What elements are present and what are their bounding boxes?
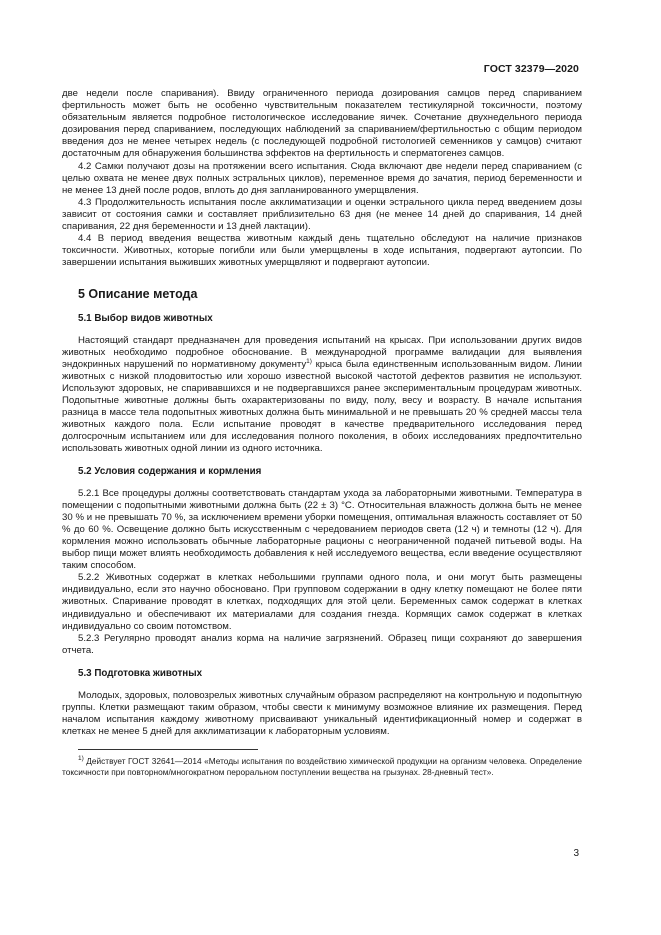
paragraph-5-2-3: 5.2.3 Регулярно проводят анализ корма на наличие загрязнений. Образец пищи сохраняют до завершения отчета.	[62, 632, 582, 656]
paragraph-5-2-2: 5.2.2 Животных содержат в клетках небольшими группами одного пола, и они могут быть размещены индивидуально, если это научно обосновано. При групповом содержании в одну клетку помещают не более пяти животных. Спаривание проводят в клетках, подходящих для этой цели. Беременных самок содержат в клетках индивидуально и обеспечивают их материалами для создания гнезда. Кормящих самок содержат в клетках индивидуально со своим потомством.	[62, 572, 582, 632]
paragraph-4-2: 4.2 Самки получают дозы на протяжении всего испытания. Сюда включают две недели перед спариванием (с целью охвата не менее двух полных эстральных циклов), переменное время до зачатия, период беременности и не менее 13 дней после родов, вплоть до дня запланированного умерщвления.	[62, 160, 582, 196]
paragraph-5-1	[62, 335, 582, 456]
section-5-2-heading: 5.2 Условия содержания и кормления	[78, 465, 262, 477]
paragraph-4-4: 4.4 В период введения вещества животным каждый день тщательно обследуют на наличие признаков токсичности. Животных, которые погибли или были умерщвлены в ходе испытания, подвергают аутопсии. По завершении испытания выживших животных умерщвляют и подвергают аутопсии.	[62, 233, 582, 269]
section-5-1-heading: 5.1 Выбор видов животных	[78, 312, 213, 324]
paragraph-5-1-text-b: крыса была единственным использованным видом. Линии животных с низкой плодовитостью или хорошо известной высокой частотой дефектов развития не используют. Используют здоровых, не спаривавшихся и не подвергавшихся ранее экспериментальным процедурам животных. Подопытные животные должны быть охарактеризованы по виду, полу, весу и возрасту. В начале испытания разница в массе тела подопытных животных должна быть минимальной и не превышать 20 % средней массы тела животных каждого пола. Если испытание проводят в качестве предварительного исследования перед долгосрочным испытанием или для исследования полного поколения, в обоих исследованиях предпочтительно использовать животных одной линии из одного источника.	[62, 358, 582, 455]
section-5-3-heading: 5.3 Подготовка животных	[78, 667, 203, 679]
paragraph-5-2-1: 5.2.1 Все процедуры должны соответствовать стандартам ухода за лабораторными животными. Температура в помещении с подопытными животными должна быть (22 ± 3) °С. Относительная влажность должна быть не менее 30 % и не превышать 70 %, за исключением времени уборки помещения, оптимальная влажность составляет от 50 % до 60 %. Освещение должно быть искусственным с чередованием периодов света (12 ч) и темноты (12 ч). Для кормления можно использовать обычные лабораторные рационы с неограниченной подачей питьевой воды. На выбор пищи может влиять необходимость добавления к ней исследуемого вещества, если введение осуществляют таким способом.	[62, 487, 582, 572]
footnote-mark: 1)	[78, 755, 84, 763]
page-content	[62, 88, 582, 777]
page-number: 3	[573, 848, 579, 859]
paragraph-5-1-text-a: Настоящий стандарт предназначен для проведения испытаний на крысах. При использовании других видов животных необходимо подробное обоснование. В международной программе валидации для выявления эндокринных нарушений по нормативному документу	[62, 334, 582, 370]
footnote-divider	[78, 749, 258, 750]
footnote-text: Действует ГОСТ 32641—2014 «Методы испытания по воздействию химической продукции на организм человека. Определение токсичности при повторном/многократном пероральном поступлении вещества на грызунах. 28-дневный тест».	[62, 756, 582, 777]
section-5-heading: 5 Описание метода	[78, 287, 198, 302]
paragraph-5-3: Молодых, здоровых, половозрелых животных случайным образом распределяют на контрольную и подопытную группы. Клетки размещают таким образом, чтобы свести к минимуму возможное влияние их размещения. Перед началом испытания каждому животному присваивают уникальный идентификационный номер и содержат в клетках не менее 5 дней для акклиматизации к лабораторным условиям.	[62, 690, 582, 738]
footnote-reference[interactable]: 1)	[306, 357, 312, 365]
paragraph-4-3: 4.3 Продолжительность испытания после акклиматизации и оценки эстрального цикла перед введением дозы зависит от состояния самки и составляет приблизительно 63 дня (не менее 14 дней до спаривания, 14 дней спаривания, 22 дня беременности и 13 дней лактации).	[62, 196, 582, 233]
footnote	[62, 756, 582, 776]
standard-number-header: ГОСТ 32379—2020	[483, 63, 579, 75]
intro-paragraph-continuation: две недели после спаривания). Ввиду ограниченного периода дозирования самцов перед спариванием фертильность может быть не особенно чувствительным показателем тестикулярной токсичности, поэтому обязательным является подробное гистологическое исследование яичек. Сочетание двухнедельного периода дозирования перед спариванием, последующих наблюдений за спариванием/фертильностью с общим периодом введения доз не менее четырех недель (с последующей подробной гистологией семенников у самцов) считают достаточным для обнаружения большинства эффектов на фертильность и сперматогенез самцов.	[62, 88, 582, 160]
